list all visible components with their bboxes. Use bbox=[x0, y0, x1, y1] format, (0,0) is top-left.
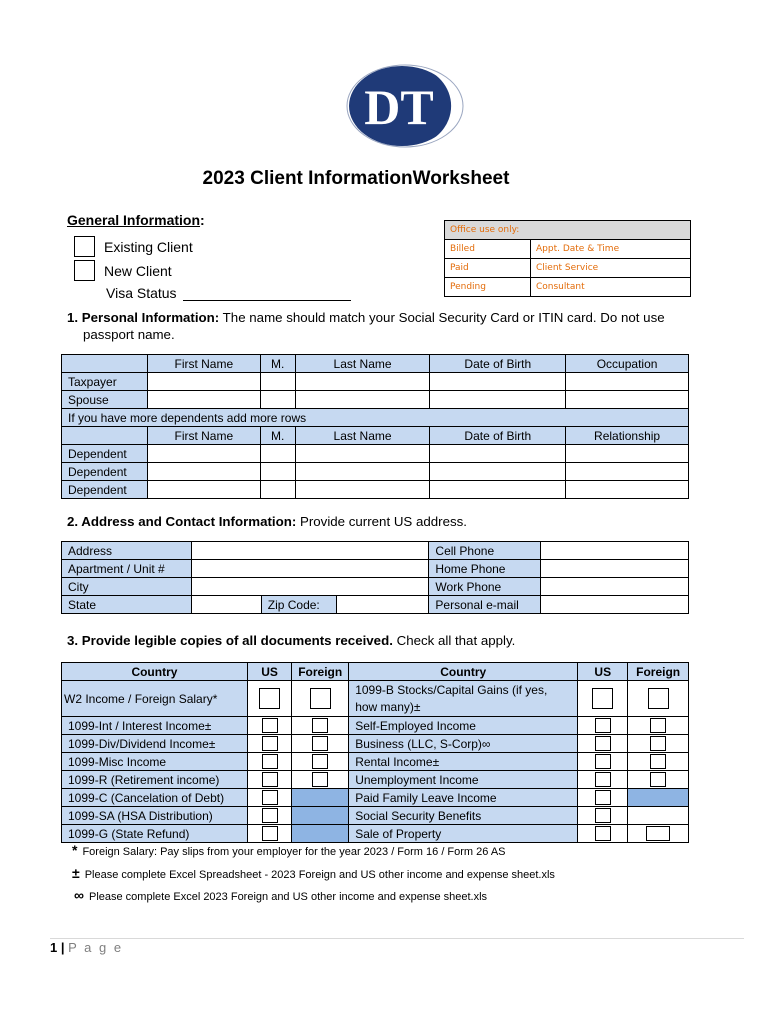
us-checkbox-cell[interactable] bbox=[578, 753, 628, 771]
checkbox[interactable] bbox=[650, 718, 666, 733]
checkbox[interactable] bbox=[312, 754, 328, 769]
shaded-cell bbox=[628, 789, 689, 807]
header-cell: M. bbox=[260, 427, 295, 445]
row-label: Dependent bbox=[62, 481, 148, 499]
income-label: 1099-C (Cancelation of Debt) bbox=[62, 789, 248, 807]
new-client-option[interactable] bbox=[74, 260, 172, 281]
checkbox[interactable] bbox=[595, 772, 611, 787]
page-title: 2023 Client InformationWorksheet bbox=[202, 168, 510, 189]
checkbox[interactable] bbox=[262, 826, 278, 841]
checkbox[interactable] bbox=[595, 718, 611, 733]
office-cell: Billed bbox=[445, 240, 531, 259]
section3-title: 3. Provide legible copies of all documents received. Check all that apply. bbox=[67, 633, 516, 648]
foreign-checkbox-cell[interactable] bbox=[628, 825, 689, 843]
office-cell: Paid bbox=[445, 259, 531, 278]
header-cell: Country bbox=[349, 663, 578, 681]
visa-status-field[interactable] bbox=[106, 285, 351, 301]
footer-divider bbox=[50, 938, 744, 939]
us-checkbox-cell[interactable] bbox=[247, 753, 291, 771]
row-label: Taxpayer bbox=[62, 373, 148, 391]
checkbox[interactable] bbox=[312, 736, 328, 751]
checkbox[interactable] bbox=[650, 772, 666, 787]
us-checkbox-cell[interactable] bbox=[578, 771, 628, 789]
header-cell: Foreign bbox=[628, 663, 689, 681]
income-label: W2 Income / Foreign Salary* bbox=[62, 681, 248, 717]
us-checkbox-cell[interactable] bbox=[247, 807, 291, 825]
income-label: 1099-B Stocks/Capital Gains (if yes, how many)± bbox=[349, 681, 578, 717]
checkbox[interactable] bbox=[595, 808, 611, 823]
new-client-checkbox[interactable] bbox=[74, 260, 95, 281]
row-label: Address bbox=[62, 542, 192, 560]
income-label: 1099-Int / Interest Income± bbox=[62, 717, 248, 735]
row-label: Apartment / Unit # bbox=[62, 560, 192, 578]
us-checkbox-cell[interactable] bbox=[247, 789, 291, 807]
income-label: Sale of Property bbox=[349, 825, 578, 843]
office-cell: Pending bbox=[445, 278, 531, 297]
existing-client-label: Existing Client bbox=[104, 238, 193, 255]
header-cell bbox=[62, 355, 148, 373]
checkbox[interactable] bbox=[262, 772, 278, 787]
us-checkbox-cell[interactable] bbox=[247, 771, 291, 789]
input-cell[interactable] bbox=[260, 463, 295, 481]
income-label: Rental Income± bbox=[349, 753, 578, 771]
us-checkbox-cell[interactable] bbox=[578, 807, 628, 825]
income-label: Paid Family Leave Income bbox=[349, 789, 578, 807]
footnote-infinity: ∞ Please complete Excel 2023 Foreign and US other income and expense sheet.xls bbox=[74, 887, 488, 903]
foreign-checkbox-cell[interactable] bbox=[292, 771, 349, 789]
us-checkbox-cell[interactable] bbox=[247, 735, 291, 753]
input-cell[interactable] bbox=[260, 391, 295, 409]
input-cell[interactable] bbox=[295, 373, 430, 391]
checkbox[interactable] bbox=[262, 736, 278, 751]
input-cell[interactable] bbox=[295, 481, 430, 499]
input-cell[interactable] bbox=[260, 445, 295, 463]
header-cell: Date of Birth bbox=[430, 355, 566, 373]
personal-info-table bbox=[61, 354, 689, 499]
foreign-checkbox-cell[interactable] bbox=[292, 681, 349, 717]
row-label: Dependent bbox=[62, 445, 148, 463]
input-cell[interactable] bbox=[430, 463, 566, 481]
existing-client-option[interactable] bbox=[74, 236, 193, 257]
row-label: Cell Phone bbox=[429, 542, 541, 560]
input-cell[interactable] bbox=[430, 445, 566, 463]
existing-client-checkbox[interactable] bbox=[74, 236, 95, 257]
empty-cell bbox=[628, 807, 689, 825]
input-cell[interactable] bbox=[147, 391, 260, 409]
input-cell[interactable] bbox=[147, 463, 260, 481]
input-cell[interactable] bbox=[260, 481, 295, 499]
header-cell: First Name bbox=[147, 427, 260, 445]
input-cell[interactable] bbox=[295, 445, 430, 463]
row-label: Dependent bbox=[62, 463, 148, 481]
input-cell[interactable] bbox=[430, 391, 566, 409]
office-cell: Consultant bbox=[531, 278, 691, 297]
input-cell[interactable] bbox=[541, 542, 689, 560]
foreign-checkbox-cell[interactable] bbox=[628, 753, 689, 771]
dependents-note: If you have more dependents add more rows bbox=[62, 409, 689, 427]
input-cell[interactable] bbox=[566, 463, 689, 481]
input-cell[interactable] bbox=[295, 391, 430, 409]
shaded-cell bbox=[292, 789, 349, 807]
shaded-cell bbox=[292, 825, 349, 843]
input-cell[interactable] bbox=[430, 481, 566, 499]
input-cell[interactable] bbox=[541, 578, 689, 596]
header-cell: US bbox=[247, 663, 291, 681]
foreign-checkbox-cell[interactable] bbox=[292, 753, 349, 771]
checkbox[interactable] bbox=[312, 718, 328, 733]
checkbox[interactable] bbox=[262, 808, 278, 823]
visa-status-line[interactable] bbox=[183, 287, 351, 301]
header-cell: Occupation bbox=[566, 355, 689, 373]
income-label: Unemployment Income bbox=[349, 771, 578, 789]
us-checkbox-cell[interactable] bbox=[578, 735, 628, 753]
new-client-label: New Client bbox=[104, 262, 172, 279]
us-checkbox-cell[interactable] bbox=[247, 825, 291, 843]
checkbox[interactable] bbox=[592, 688, 613, 709]
input-cell[interactable] bbox=[191, 578, 429, 596]
checkbox[interactable] bbox=[262, 754, 278, 769]
office-use-header: Office use only: bbox=[445, 221, 691, 240]
header-cell bbox=[62, 427, 148, 445]
checkbox[interactable] bbox=[595, 754, 611, 769]
general-info-heading: General Information: bbox=[67, 212, 205, 228]
input-cell[interactable] bbox=[147, 373, 260, 391]
section2-title: 2. Address and Contact Information: Provide current US address. bbox=[67, 514, 467, 529]
header-cell: Date of Birth bbox=[430, 427, 566, 445]
header-cell: Last Name bbox=[295, 355, 430, 373]
us-checkbox-cell[interactable] bbox=[578, 825, 628, 843]
input-cell[interactable] bbox=[430, 373, 566, 391]
input-cell[interactable] bbox=[147, 481, 260, 499]
checkbox[interactable] bbox=[648, 688, 669, 709]
footnote-plusminus: ± Please complete Excel Spreadsheet - 2023 Foreign and US other income and expense sheet.xls bbox=[72, 865, 555, 881]
logo-text: DT bbox=[364, 79, 434, 135]
header-cell: Foreign bbox=[292, 663, 349, 681]
company-logo bbox=[346, 64, 464, 148]
zip-label: Zip Code: bbox=[261, 596, 336, 614]
input-cell[interactable] bbox=[566, 373, 689, 391]
us-checkbox-cell[interactable] bbox=[247, 681, 291, 717]
checkbox[interactable] bbox=[650, 736, 666, 751]
input-cell[interactable] bbox=[147, 445, 260, 463]
us-checkbox-cell[interactable] bbox=[247, 717, 291, 735]
office-cell: Client Service bbox=[531, 259, 691, 278]
us-checkbox-cell[interactable] bbox=[578, 789, 628, 807]
foreign-checkbox-cell[interactable] bbox=[628, 681, 689, 717]
foreign-checkbox-cell[interactable] bbox=[628, 735, 689, 753]
income-label: Social Security Benefits bbox=[349, 807, 578, 825]
foreign-checkbox-cell[interactable] bbox=[628, 771, 689, 789]
input-cell[interactable] bbox=[566, 445, 689, 463]
checkbox[interactable] bbox=[646, 826, 670, 841]
income-label: Business (LLC, S-Corp)∞ bbox=[349, 735, 578, 753]
visa-status-label: Visa Status bbox=[106, 285, 177, 301]
address-table bbox=[61, 541, 689, 614]
checkbox[interactable] bbox=[310, 688, 331, 709]
row-label: Spouse bbox=[62, 391, 148, 409]
footnote-asterisk: * Foreign Salary: Pay slips from your employer for the year 2023 / Form 16 / Form 26 AS bbox=[72, 842, 506, 858]
checkbox[interactable] bbox=[262, 790, 278, 805]
row-label: City bbox=[62, 578, 192, 596]
income-label: 1099-Misc Income bbox=[62, 753, 248, 771]
office-cell: Appt. Date & Time bbox=[531, 240, 691, 259]
income-label: 1099-SA (HSA Distribution) bbox=[62, 807, 248, 825]
input-cell[interactable] bbox=[191, 596, 261, 614]
us-checkbox-cell[interactable] bbox=[578, 681, 628, 717]
input-cell[interactable] bbox=[191, 542, 429, 560]
section1-title: 1. Personal Information: The name should match your Social Security Card or ITIN card. Do not use passport name. bbox=[67, 310, 665, 342]
income-label: 1099-G (State Refund) bbox=[62, 825, 248, 843]
checkbox[interactable] bbox=[595, 826, 611, 841]
shaded-cell bbox=[292, 807, 349, 825]
page-footer: 1 | P a g e bbox=[50, 940, 124, 955]
foreign-checkbox-cell[interactable] bbox=[628, 717, 689, 735]
header-cell: M. bbox=[260, 355, 295, 373]
income-label: 1099-Div/Dividend Income± bbox=[62, 735, 248, 753]
input-cell[interactable] bbox=[566, 391, 689, 409]
input-cell[interactable] bbox=[541, 560, 689, 578]
checkbox[interactable] bbox=[262, 718, 278, 733]
row-label: State bbox=[62, 596, 192, 614]
input-cell[interactable] bbox=[260, 373, 295, 391]
header-cell: Country bbox=[62, 663, 248, 681]
header-cell: Last Name bbox=[295, 427, 430, 445]
header-cell: First Name bbox=[147, 355, 260, 373]
header-cell: Relationship bbox=[566, 427, 689, 445]
foreign-checkbox-cell[interactable] bbox=[292, 717, 349, 735]
checkbox[interactable] bbox=[595, 736, 611, 751]
input-cell[interactable] bbox=[566, 481, 689, 499]
checkbox[interactable] bbox=[259, 688, 280, 709]
row-label: Work Phone bbox=[429, 578, 541, 596]
input-cell[interactable] bbox=[541, 596, 689, 614]
income-label: Self-Employed Income bbox=[349, 717, 578, 735]
input-cell[interactable] bbox=[191, 560, 429, 578]
income-label: 1099-R (Retirement income) bbox=[62, 771, 248, 789]
checkbox[interactable] bbox=[312, 772, 328, 787]
input-cell[interactable] bbox=[336, 596, 429, 614]
foreign-checkbox-cell[interactable] bbox=[292, 735, 349, 753]
checkbox[interactable] bbox=[650, 754, 666, 769]
us-checkbox-cell[interactable] bbox=[578, 717, 628, 735]
row-label: Home Phone bbox=[429, 560, 541, 578]
office-use-table bbox=[444, 220, 691, 297]
row-label: Personal e-mail bbox=[429, 596, 541, 614]
input-cell[interactable] bbox=[295, 463, 430, 481]
documents-table bbox=[61, 662, 689, 843]
checkbox[interactable] bbox=[595, 790, 611, 805]
header-cell: US bbox=[578, 663, 628, 681]
